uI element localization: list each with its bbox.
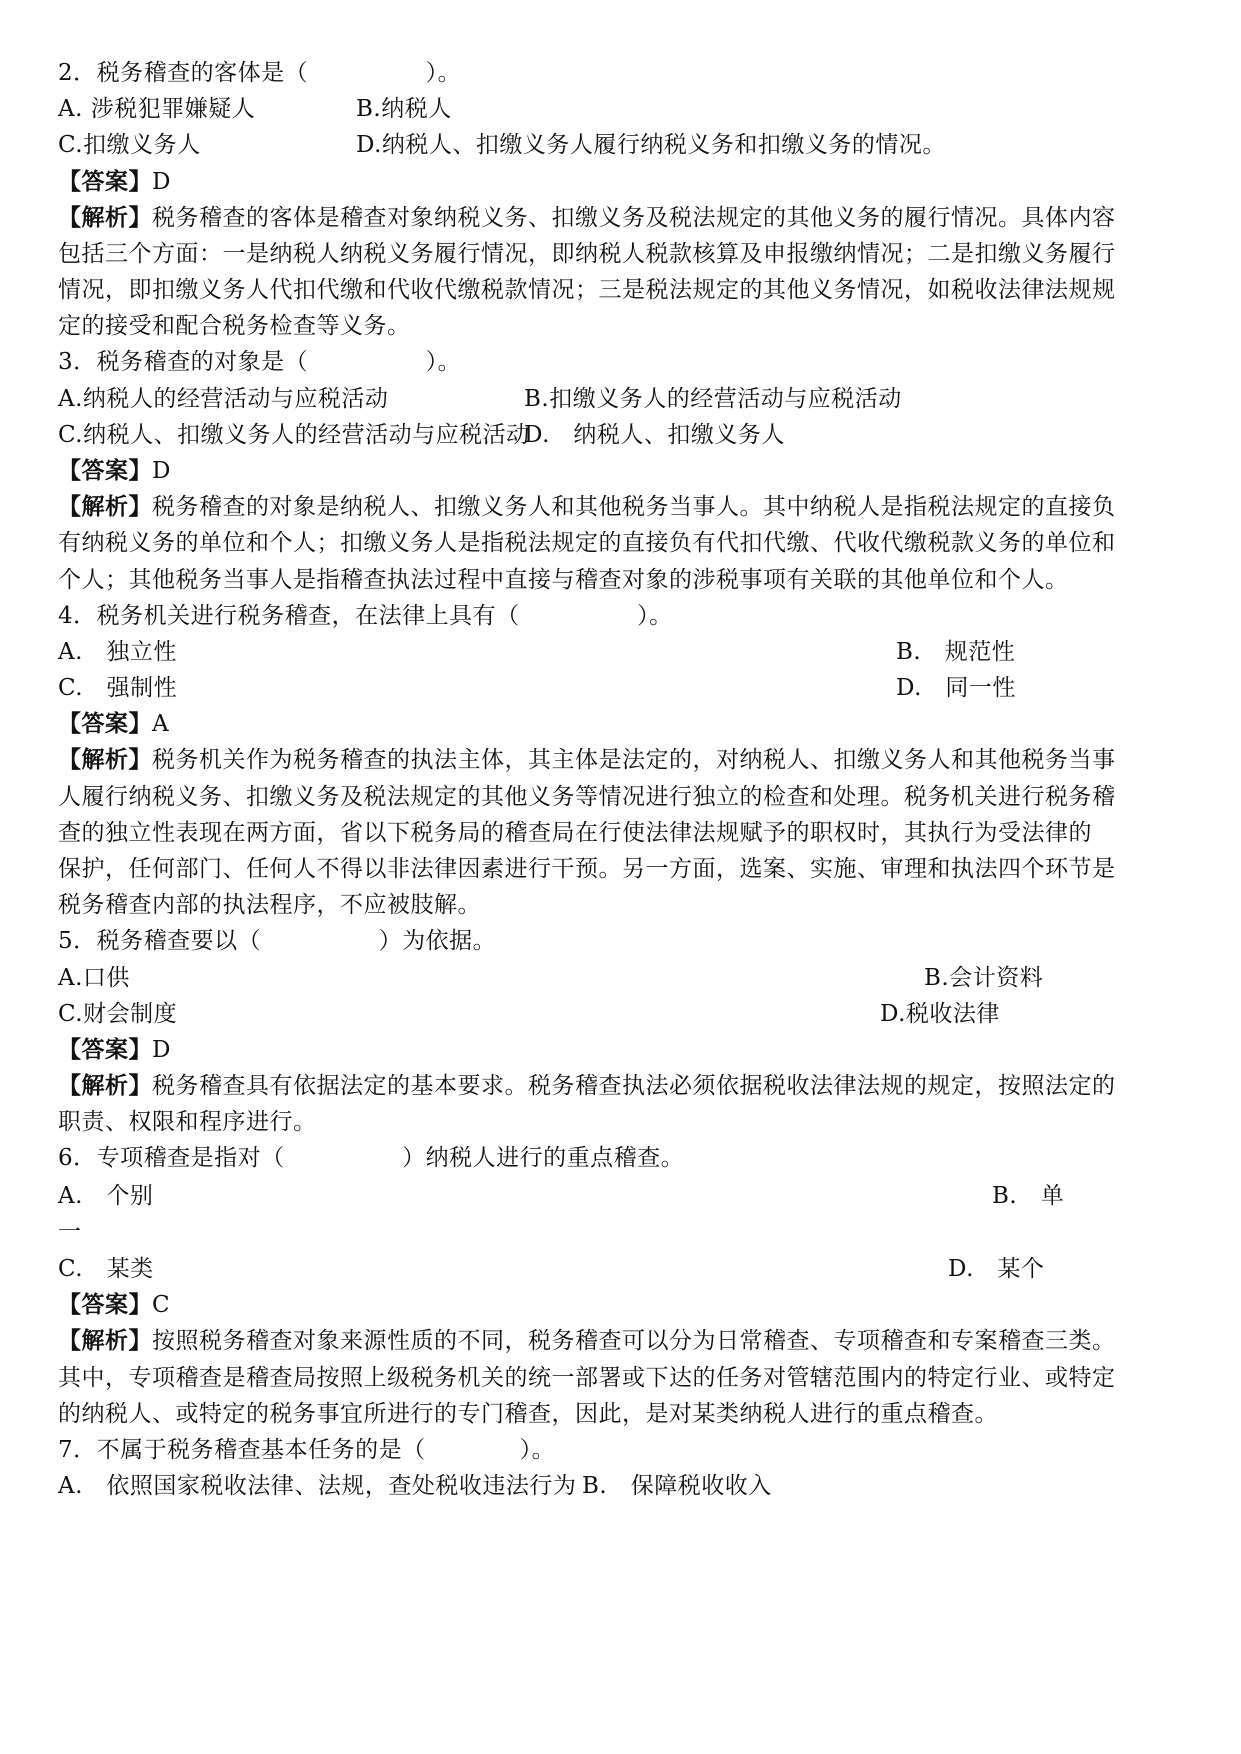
answer-label: 【答案】	[58, 457, 152, 484]
answer-value: C	[152, 1292, 171, 1318]
option-b: B.会计资料	[924, 965, 1044, 991]
option-b: B.扣缴义务人的经营活动与应税活动	[524, 386, 902, 412]
option-a: A. 个别	[58, 1183, 154, 1209]
answer-value: D	[152, 1037, 171, 1063]
question-5-analysis-line-1: 【解析】税务稽查具有依据法定的基本要求。税务稽查执法必须依据税收法律法规的规定，按照法定的	[58, 1072, 1116, 1099]
option-a: A. 依照国家税收法律、法规，查处税收违法行为	[58, 1473, 577, 1499]
question-7-stem: 7．不属于税务稽查基本任务的是（ ）。	[58, 1437, 556, 1463]
option-a: A. 涉税犯罪嫌疑人	[58, 96, 256, 122]
question-6-analysis-line-3: 的纳税人、或特定的税务事宜所进行的专门稽查，因此，是对某类纳税人进行的重点稽查。	[58, 1401, 998, 1427]
option-d: D. 同一性	[896, 675, 1016, 701]
question-3-answer	[58, 456, 1188, 488]
option-c: C.财会制度	[58, 1001, 178, 1027]
question-6-options-row-2	[58, 1254, 1188, 1286]
answer-label: 【答案】	[58, 1036, 152, 1063]
question-2-answer	[58, 167, 1188, 199]
answer-label: 【答案】	[58, 168, 152, 195]
answer-value: D	[152, 169, 171, 195]
option-c: C. 某类	[58, 1256, 154, 1282]
question-4-options-row-1	[58, 637, 1188, 669]
analysis-label: 【解析】	[58, 1327, 152, 1354]
question-2-options-row-2	[58, 130, 1188, 162]
question-5-answer	[58, 1035, 1188, 1067]
question-4-analysis-line-5: 税务稽查内部的执法程序，不应被肢解。	[58, 892, 481, 918]
question-6-option-b-wrap: 一	[58, 1219, 82, 1245]
option-b: B. 规范性	[896, 639, 1016, 665]
analysis-label: 【解析】	[58, 493, 152, 520]
question-2-analysis-line-1: 【解析】税务稽查的客体是稽查对象纳税义务、扣缴义务及税法规定的其他义务的履行情况。具体内容	[58, 204, 1116, 231]
question-6-analysis-line-2: 其中，专项稽查是稽查局按照上级税务机关的统一部署或下达的任务对管辖范围内的特定行业、或特定	[58, 1365, 1116, 1391]
question-4-analysis-line-1: 【解析】税务机关作为税务稽查的执法主体，其主体是法定的，对纳税人、扣缴义务人和其他税务当事	[58, 746, 1116, 773]
question-3-stem: 3．税务稽查的对象是（ ）。	[58, 349, 462, 375]
question-4-analysis-line-3: 查的独立性表现在两方面，省以下税务局的稽查局在行使法律法规赋予的职权时，其执行为受法律的	[58, 820, 1092, 846]
option-b: B.纳税人	[356, 96, 452, 122]
question-4-options-row-2	[58, 673, 1188, 705]
option-d: D.纳税人、扣缴义务人履行纳税义务和扣缴义务的情况。	[356, 132, 946, 158]
question-2-stem: 2．税务稽查的客体是（ ）。	[58, 60, 462, 86]
answer-label: 【答案】	[58, 710, 152, 737]
question-4-stem: 4．税务机关进行税务稽查，在法律上具有（ ）。	[58, 603, 673, 629]
question-2-analysis-line-3: 情况，即扣缴义务人代扣代缴和代收代缴税款情况；三是税法规定的其他义务情况，如税收法律法规规	[58, 277, 1116, 303]
option-a: A.纳税人的经营活动与应税活动	[58, 386, 389, 412]
question-3-options-row-2	[58, 420, 1188, 452]
question-5-options-row-2	[58, 999, 1188, 1031]
option-d: D. 纳税人、扣缴义务人	[524, 422, 785, 448]
option-d: D.税收法律	[880, 1001, 1000, 1027]
option-c: C. 强制性	[58, 675, 178, 701]
question-5-stem: 5．税务稽查要以（ ）为依据。	[58, 928, 497, 954]
question-2-analysis-line-4: 定的接受和配合税务检查等义务。	[58, 313, 411, 339]
option-d: D. 某个	[948, 1256, 1045, 1282]
question-3-analysis-line-3: 个人；其他税务当事人是指稽查执法过程中直接与稽查对象的涉税事项有关联的其他单位和个人。	[58, 567, 1069, 593]
option-a: A.口供	[58, 965, 130, 991]
analysis-label: 【解析】	[58, 746, 152, 773]
option-c: C.扣缴义务人	[58, 132, 201, 158]
question-3-options-row-1	[58, 384, 1188, 416]
question-6-options-row-1	[58, 1181, 1188, 1213]
question-4-answer	[58, 709, 1188, 741]
question-3-analysis-line-1: 【解析】税务稽查的对象是纳税人、扣缴义务人和其他税务当事人。其中纳税人是指税法规定的直接负	[58, 493, 1116, 520]
question-3-analysis-line-2: 有纳税义务的单位和个人；扣缴义务人是指税法规定的直接负有代扣代缴、代收代缴税款义务的单位和	[58, 530, 1116, 556]
question-6-answer	[58, 1290, 1188, 1322]
option-c: C.纳税人、扣缴义务人的经营活动与应税活动	[58, 422, 530, 448]
analysis-label: 【解析】	[58, 1072, 152, 1099]
question-6-stem: 6．专项稽查是指对（ ）纳税人进行的重点稽查。	[58, 1145, 685, 1171]
answer-label: 【答案】	[58, 1291, 152, 1318]
answer-value: D	[152, 458, 171, 484]
analysis-label: 【解析】	[58, 204, 152, 231]
question-2-options-row-1	[58, 94, 1188, 126]
question-5-options-row-1	[58, 963, 1188, 995]
option-b: B. 保障税收收入	[582, 1473, 772, 1499]
question-2-analysis-line-2: 包括三个方面：一是纳税人纳税义务履行情况，即纳税人税款核算及申报缴纳情况；二是扣缴义务履行	[58, 241, 1116, 267]
option-b: B. 单	[992, 1183, 1065, 1209]
option-a: A. 独立性	[58, 639, 177, 665]
answer-value: A	[152, 711, 170, 737]
question-7-options-row-1	[58, 1471, 1188, 1503]
question-4-analysis-line-4: 保护，任何部门、任何人不得以非法律因素进行干预。另一方面，选案、实施、审理和执法四个环节是	[58, 856, 1116, 882]
question-6-analysis-line-1: 【解析】按照税务稽查对象来源性质的不同，税务稽查可以分为日常稽查、专项稽查和专案稽查三类。	[58, 1327, 1116, 1354]
question-4-analysis-line-2: 人履行纳税义务、扣缴义务及税法规定的其他义务等情况进行独立的检查和处理。税务机关进行税务稽	[58, 784, 1116, 810]
question-5-analysis-line-2: 职责、权限和程序进行。	[58, 1109, 317, 1135]
